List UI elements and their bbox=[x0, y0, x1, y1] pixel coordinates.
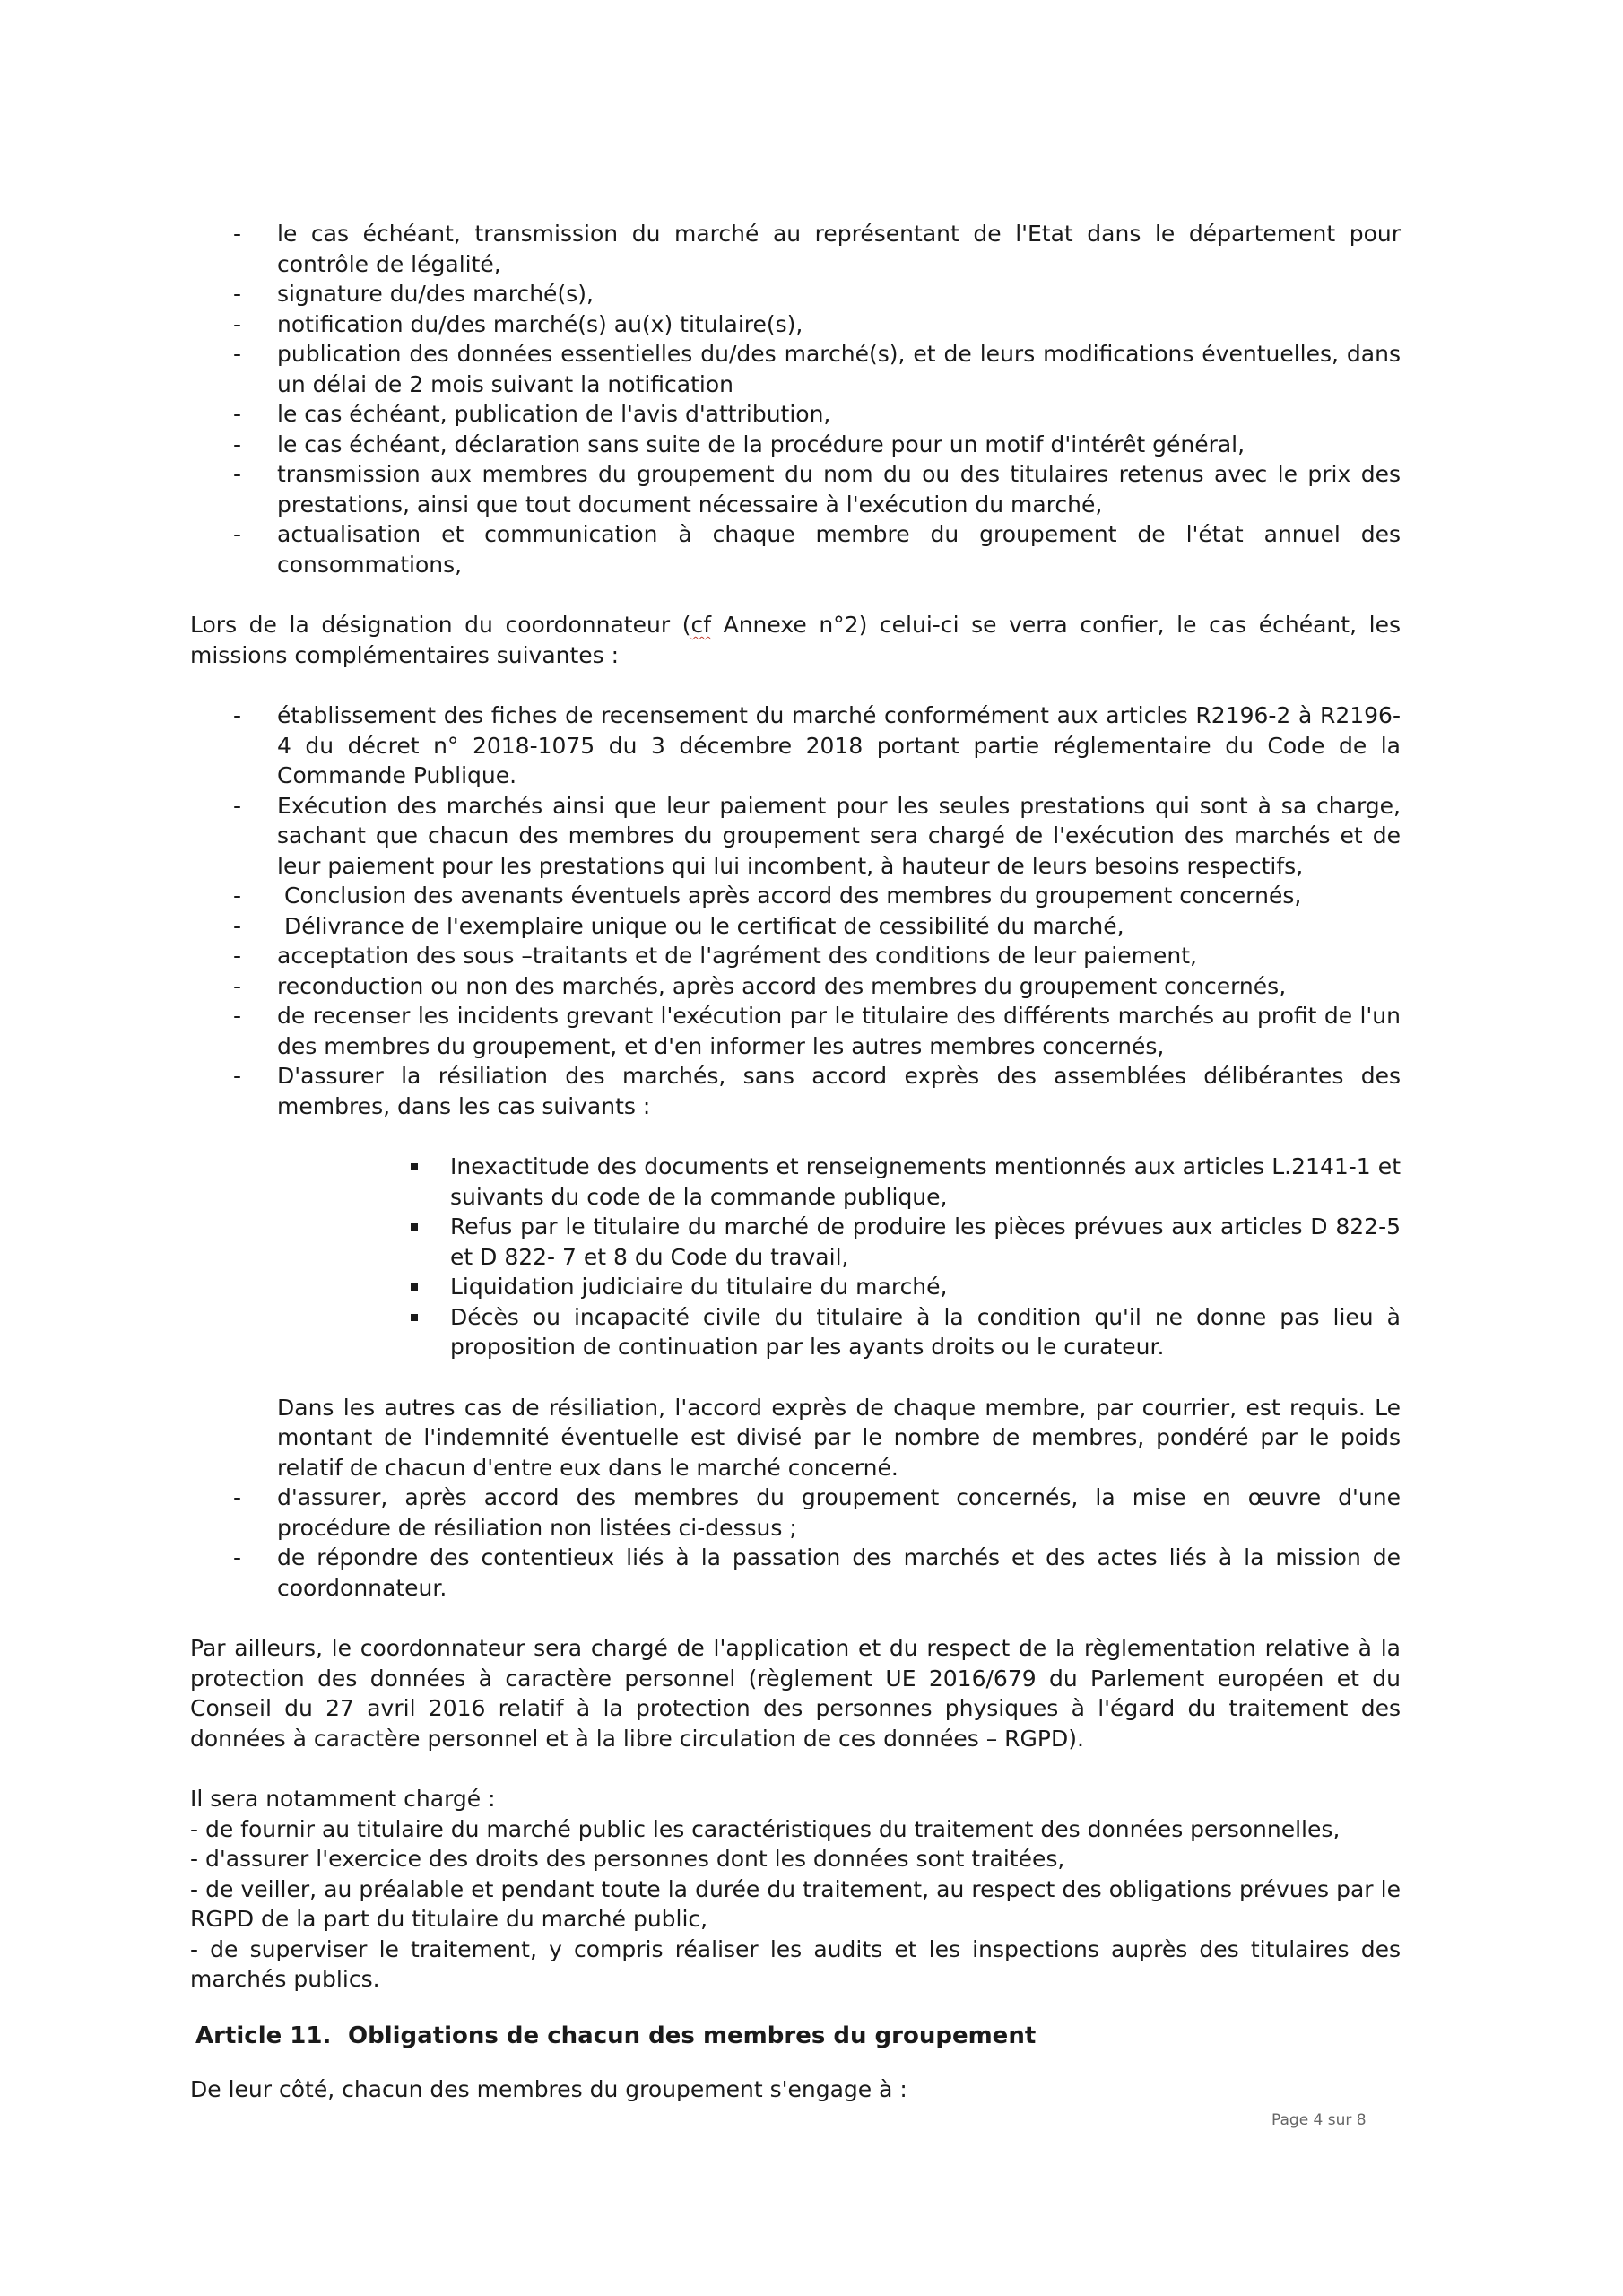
article-heading bbox=[190, 2022, 1401, 2052]
list-item: - publication des données essentielles du/des marché(s), et de leurs modifications éventuelles, dans un délai de 2 mois suivant la notification bbox=[190, 339, 1401, 399]
intro-text-end: Annexe n°2) celui-ci se verra confier, le cas échéant, les missions complémentaires suivantes : bbox=[190, 612, 1401, 668]
list-item: - reconduction ou non des marchés, après accord des membres du groupement concernés, bbox=[190, 971, 1401, 1002]
page-content bbox=[190, 219, 1401, 2105]
intro-text-start: Lors de la désignation du coordonnateur ( bbox=[190, 612, 691, 638]
rgpd-duty-line: - de veiller, au préalable et pendant toute la durée du traitement, au respect des obligations prévues par le RGPD de la part du titulaire du marché public, bbox=[190, 1875, 1401, 1932]
list-item: - D'assurer la résiliation des marchés, sans accord exprès des assemblées délibérantes des membres, dans les cas suivants : bbox=[190, 1061, 1401, 1121]
list-item: - notification du/des marché(s) au(x) titulaire(s), bbox=[190, 309, 1401, 340]
list-item: - transmission aux membres du groupement du nom du ou des titulaires retenus avec le prix des prestations, ainsi que tout document nécessaire à l'exécution du marché, bbox=[190, 459, 1401, 519]
page-number-footer: Page 4 sur 8 bbox=[1271, 2111, 1367, 2129]
list-item: - Exécution des marchés ainsi que leur paiement pour les seules prestations qui sont à sa charge, sachant que chacun des membres du groupement sera chargé de l'exécution des marchés et de leur paiement pour les prestations qui lui incombent, à hauteur de leurs besoins respectifs, bbox=[190, 791, 1401, 882]
list-item: Inexactitude des documents et renseignements mentionnés aux articles L.2141-1 et suivants du code de la commande publique, bbox=[190, 1152, 1401, 1212]
rgpd-duty-line: - d'assurer l'exercice des droits des personnes dont les données sont traitées, bbox=[190, 1846, 1065, 1872]
rgpd-paragraph: Par ailleurs, le coordonnateur sera chargé de l'application et du respect de la règlementation relative à la protection des données à caractère personnel (règlement UE 2016/679 du Parlement européen et du Conseil du 27 avril 2016 relatif à la protection des personnes physiques à l'égard du traitement des données à caractère personnel et à la libre circulation de ces données – RGPD). bbox=[190, 1635, 1401, 1752]
article-title: Obligations de chacun des membres du groupement bbox=[348, 2022, 1037, 2049]
additional-missions-list bbox=[190, 1483, 1401, 1603]
rgpd-duty-line: - de fournir au titulaire du marché public les caractéristiques du traitement des données personnelles, bbox=[190, 1815, 1341, 1842]
list-item: Refus par le titulaire du marché de produire les pièces prévues aux articles D 822-5 et D 822- 7 et 8 du Code du travail, bbox=[190, 1212, 1401, 1272]
rgpd-duties-intro: Il sera notamment chargé : bbox=[190, 1786, 496, 1812]
members-commitment-paragraph: De leur côté, chacun des membres du groupement s'engage à : bbox=[190, 2076, 907, 2102]
list-item: Liquidation judiciaire du titulaire du marché, bbox=[190, 1272, 1401, 1302]
cf-abbreviation: cf bbox=[690, 612, 711, 638]
list-item: - d'assurer, après accord des membres du groupement concernés, la mise en œuvre d'une procédure de résiliation non listées ci-dessus ; bbox=[190, 1483, 1401, 1543]
other-termination-paragraph: Dans les autres cas de résiliation, l'accord exprès de chaque membre, par courrier, est requis. Le montant de l'indemnité éventuelle est divisé par le nombre de membres, pondéré par le poids relatif de chacun d'entre eux dans le marché concerné. bbox=[277, 1394, 1401, 1481]
list-item: - actualisation et communication à chaque membre du groupement de l'état annuel des consommations, bbox=[190, 519, 1401, 579]
article-number: Article 11. bbox=[195, 2022, 332, 2049]
complementary-missions-list bbox=[190, 700, 1401, 1121]
list-item: - de recenser les incidents grevant l'exécution par le titulaire des différents marchés au profit de l'un des membres du groupement, et d'en informer les autres membres concernés, bbox=[190, 1001, 1401, 1061]
list-item: - Délivrance de l'exemplaire unique ou le certificat de cessibilité du marché, bbox=[190, 911, 1401, 942]
rgpd-duties-block bbox=[190, 1784, 1401, 1995]
list-item: - de répondre des contentieux liés à la passation des marchés et des actes liés à la mission de coordonnateur. bbox=[190, 1543, 1401, 1603]
missions-intro-paragraph bbox=[190, 610, 1401, 670]
rgpd-duty-line: - de superviser le traitement, y compris réaliser les audits et les inspections auprès des titulaires des marchés publics. bbox=[190, 1935, 1401, 1992]
list-item: - signature du/des marché(s), bbox=[190, 279, 1401, 309]
list-item: - le cas échéant, déclaration sans suite de la procédure pour un motif d'intérêt général, bbox=[190, 430, 1401, 460]
termination-cases-list bbox=[190, 1152, 1401, 1362]
list-item: Décès ou incapacité civile du titulaire à la condition qu'il ne donne pas lieu à proposition de continuation par les ayants droits ou le curateur. bbox=[190, 1302, 1401, 1362]
list-item: - le cas échéant, publication de l'avis d'attribution, bbox=[190, 399, 1401, 430]
coordinator-tasks-list bbox=[190, 219, 1401, 579]
list-item: - acceptation des sous –traitants et de l'agrément des conditions de leur paiement, bbox=[190, 941, 1401, 971]
list-item: - le cas échéant, transmission du marché au représentant de l'Etat dans le département pour contrôle de légalité, bbox=[190, 219, 1401, 279]
list-item: - Conclusion des avenants éventuels après accord des membres du groupement concernés, bbox=[190, 881, 1401, 911]
list-item: - établissement des fiches de recensement du marché conformément aux articles R2196-2 à R2196-4 du décret n° 2018-1075 du 3 décembre 2018 portant partie réglementaire du Code de la Commande Publique. bbox=[190, 700, 1401, 791]
